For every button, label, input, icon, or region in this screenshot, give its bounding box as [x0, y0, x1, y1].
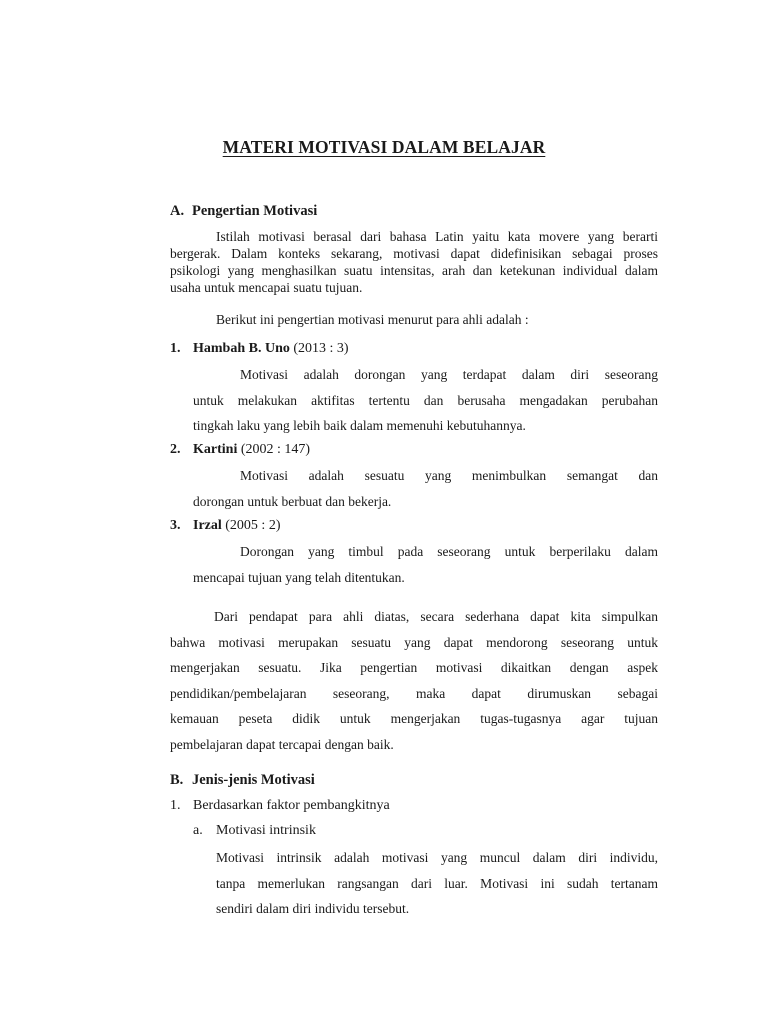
- expert-3-heading: [170, 518, 280, 534]
- expert-1-definition: [193, 362, 658, 439]
- sub-a-line: Motivasi intrinsik adalah motivasi yang muncul dalam diri individu,: [216, 850, 658, 865]
- section-b-heading: [170, 772, 315, 789]
- expert-1-line: tingkah laku yang lebih baik dalam memenuhi kebutuhannya.: [193, 418, 526, 433]
- intro-line: Istilah motivasi berasal dari bahasa Latin yaitu kata movere yang berarti: [216, 229, 658, 244]
- section-a-title: Pengertian Motivasi: [192, 203, 318, 219]
- sub-a-title: Motivasi intrinsik: [216, 823, 316, 838]
- expert-2-definition: [193, 463, 658, 514]
- expert-2-number: 2.: [170, 442, 181, 457]
- expert-2-line: Motivasi adalah sesuatu yang menimbulkan semangat dan: [240, 468, 658, 483]
- conclusion-line: kemauan peseta didik untuk mengerjakan tugas-tugasnya agar tujuan: [170, 711, 658, 726]
- expert-3-line: mencapai tujuan yang telah ditentukan.: [193, 569, 405, 585]
- expert-1-name: Hambah B. Uno: [193, 341, 290, 356]
- conclusion-line: pendidikan/pembelajaran seseorang, maka dapat dirumuskan sebagai: [170, 685, 658, 701]
- sub-a-paragraph: [216, 845, 658, 922]
- section-b-title: Jenis-jenis Motivasi: [192, 772, 315, 788]
- expert-1-line: Motivasi adalah dorongan yang terdapat dalam diri seseorang: [240, 367, 658, 382]
- expert-1-line: untuk melakukan aktifitas tertentu dan berusaha mengadakan perubahan: [193, 392, 658, 408]
- conclusion-line: bahwa motivasi merupakan sesuatu yang dapat mendorong seseorang untuk: [170, 634, 658, 650]
- sub-item-a: [193, 823, 316, 839]
- section-a-letter: A.: [170, 203, 185, 219]
- expert-2-name: Kartini: [193, 442, 238, 457]
- expert-2-citation: (2002 : 147): [237, 442, 311, 457]
- sub-a-line: tanpa memerlukan rangsangan dari luar. Motivasi ini sudah tertanam: [216, 875, 658, 891]
- sub-a-line: sendiri dalam diri individu tersebut.: [216, 901, 410, 916]
- conclusion-paragraph: [170, 604, 658, 757]
- conclusion-line: pembelajaran dapat tercapai dengan baik.: [170, 736, 394, 752]
- expert-1-citation: (2013 : 3): [289, 341, 349, 356]
- document-title: MATERI MOTIVASI DALAM BELAJAR: [222, 137, 546, 157]
- item-1-text: Berdasarkan faktor pembangkitnya: [193, 798, 390, 813]
- section-a-heading: [170, 203, 317, 220]
- expert-2-heading: [170, 442, 310, 458]
- expert-3-name: Irzal: [193, 518, 222, 533]
- item-1-number: 1.: [170, 798, 181, 813]
- expert-3-number: 3.: [170, 518, 181, 533]
- expert-3-line: Dorongan yang timbul pada seseorang untuk berperilaku dalam: [240, 544, 658, 559]
- intro-line: usaha untuk mencapai suatu tujuan.: [170, 280, 363, 295]
- experts-lead: Berikut ini pengertian motivasi menurut para ahli adalah :: [216, 312, 529, 327]
- intro-line: psikologi yang menghasilkan suatu intensitas, arah dan ketekunan individual dalam: [170, 263, 658, 278]
- expert-2-line: dorongan untuk berbuat dan bekerja.: [193, 493, 392, 509]
- section-b-letter: B.: [170, 772, 184, 788]
- section-b-item-1: [170, 798, 390, 814]
- expert-3-citation: (2005 : 2): [221, 518, 281, 533]
- conclusion-line: Dari pendapat para ahli diatas, secara sederhana dapat kita simpulkan: [214, 609, 658, 624]
- sub-a-letter: a.: [193, 823, 203, 838]
- expert-1-number: 1.: [170, 341, 181, 356]
- expert-1-heading: [170, 341, 349, 357]
- expert-3-definition: [193, 539, 658, 590]
- conclusion-line: mengerjakan sesuatu. Jika pengertian motivasi dikaitkan dengan aspek: [170, 660, 658, 675]
- intro-line: bergerak. Dalam konteks sekarang, motivasi dapat didefinisikan sebagai proses: [170, 246, 658, 261]
- intro-paragraph: [170, 228, 658, 296]
